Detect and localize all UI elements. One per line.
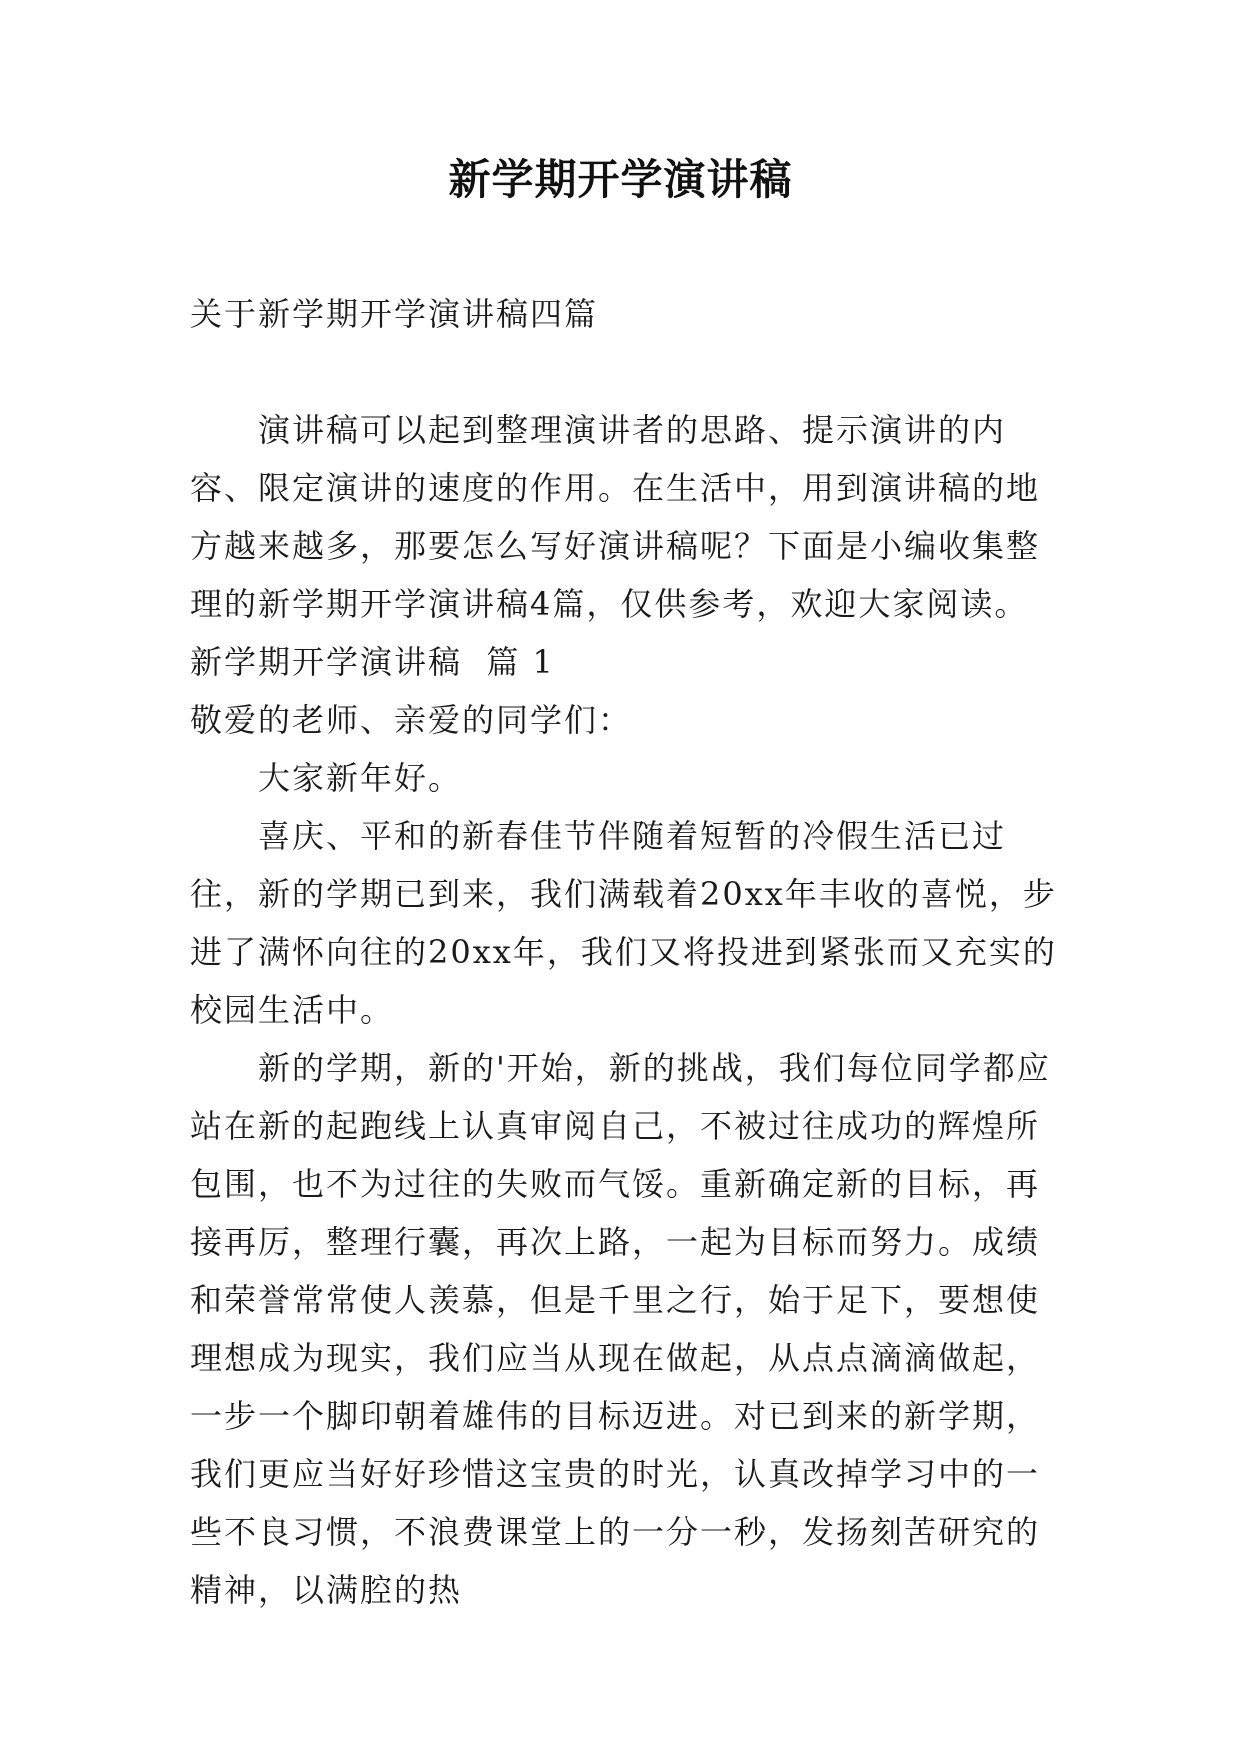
greeting: 大家新年好。 (258, 759, 463, 797)
section-heading: 新学期开学演讲稿 篇 1 (190, 643, 555, 681)
document-body (190, 285, 1070, 1619)
body-paragraph-2: 新的学期，新的'开始，新的挑战，我们每位同学都应站在新的起跑线上认真审阅自己，不被过往成功的辉煌所包围，也不为过往的失败而气馁。重新确定新的目标，再接再厉，整理行囊，再次上路，一起为目标而努力。成绩和荣誉常常使人羡慕，但是千里之行，始于足下，要想使理想成为现实，我们应当从现在做起，从点点滴滴做起，一步一个脚印朝着雄伟的目标迈进。对已到来的新学期，我们更应当好好珍惜这宝贵的时光，认真改掉学习中的一些不良习惯，不浪费课堂上的一分一秒，发扬刻苦研究的精神，以满腔的热 (190, 1049, 1051, 1609)
document-title: 新学期开学演讲稿 (448, 155, 793, 204)
body-paragraph-1: 喜庆、平和的新春佳节伴随着短暂的冷假生活已过往，新的学期已到来，我们满载着20xx年丰收的喜悦，步进了满怀向往的20xx年，我们又将投进到紧张而又充实的校园生活中。 (190, 817, 1057, 1029)
blank-line (190, 343, 1070, 401)
salutation: 敬爱的老师、亲爱的同学们： (190, 701, 633, 739)
document-subtitle: 关于新学期开学演讲稿四篇 (190, 295, 599, 333)
intro-paragraph: 演讲稿可以起到整理演讲者的思路、提示演讲的内容、限定演讲的速度的作用。在生活中，用到演讲稿的地方越来越多，那要怎么写好演讲稿呢？下面是小编收集整理的新学期开学演讲稿4篇，仅供参考，欢迎大家阅读。 (190, 411, 1041, 623)
